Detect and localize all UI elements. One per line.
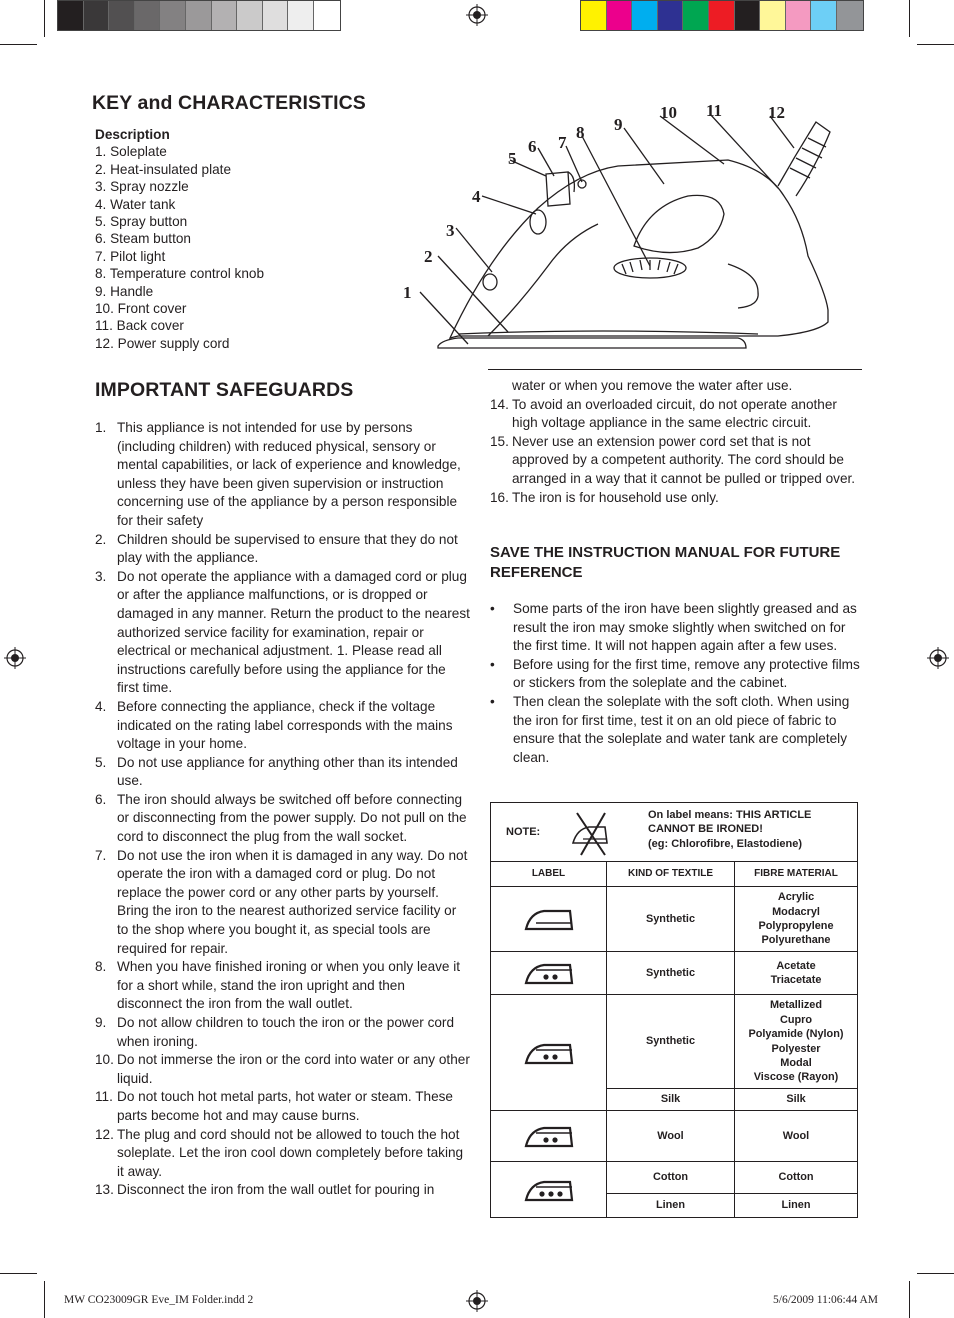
description-list <box>95 126 264 352</box>
safeguard-item <box>95 958 470 1014</box>
safeguard-item <box>95 1126 470 1182</box>
bullet-item <box>490 656 865 693</box>
registration-target-icon <box>927 647 949 669</box>
textile-cell: Synthetic <box>607 952 735 995</box>
safeguard-item <box>490 489 865 508</box>
safeguard-text: The plug and cord should not be allowed to touch the hot soleplate. Let the iron cool down completely before taking it away. <box>117 1126 464 1179</box>
safeguard-number: 13. <box>95 1182 114 1198</box>
safeguard-number: 2. <box>95 531 107 547</box>
diagram-number: 6 <box>528 137 537 156</box>
crop-mark <box>44 0 45 37</box>
table-row <box>491 1111 858 1162</box>
column-header: LABEL <box>491 862 607 887</box>
crop-mark <box>44 1281 45 1318</box>
textile-cell: Wool <box>607 1111 735 1162</box>
color-swatch <box>314 1 340 30</box>
bullet-text: Then clean the soleplate with the soft cloth. When using the iron for first time, test it on an old piece of fabric to ensure that the soleplate and water tank are completely clean. <box>513 693 850 765</box>
safeguards-title: IMPORTANT SAFEGUARDS <box>95 379 354 401</box>
table-row <box>491 1162 858 1194</box>
description-heading: Description <box>95 127 170 142</box>
safeguard-item <box>95 531 470 568</box>
fibre-cell: Silk <box>735 1089 858 1111</box>
safeguard-number: 7. <box>95 847 107 863</box>
fibre-name: Metallized <box>769 999 823 1012</box>
description-item: 3. Spray nozzle <box>95 179 189 195</box>
iron-symbol-icon <box>522 903 576 935</box>
color-swatch <box>709 1 735 30</box>
safeguard-item <box>490 377 865 396</box>
fibre-cell <box>735 995 858 1089</box>
safeguard-text: Disconnect the iron from the wall outlet for pouring in <box>117 1182 435 1198</box>
description-items <box>95 143 264 352</box>
label-cell <box>491 887 607 952</box>
safeguard-text: Do not operate the appliance with a damaged cord or plug or after the appliance malfunctions, or is dropped or damaged in any manner. Return the product to the nearest authorized service facility for examination, repair or electrical or mechanical adjustment. 1. Please read all instructions carefully before using the appliance for the first time. <box>117 568 470 696</box>
description-item: 6. Steam button <box>95 231 191 247</box>
safeguard-text: To avoid an overloaded circuit, do not operate another high voltage appliance in the same electric circuit. <box>512 396 837 431</box>
bullet-item <box>490 693 865 767</box>
safeguard-item <box>95 791 470 847</box>
safeguard-number: 8. <box>95 959 107 975</box>
safeguard-text: water or when you remove the water after use. <box>512 378 793 393</box>
diagram-number: 1 <box>403 283 412 302</box>
fibre-name: Polyester <box>771 1042 821 1055</box>
diagram-number: 10 <box>660 103 677 122</box>
color-swatch <box>632 1 658 30</box>
save-manual-heading: SAVE THE INSTRUCTION MANUAL FOR FUTURE REFERENCE <box>490 544 841 581</box>
description-item: 5. Spray button <box>95 214 188 230</box>
diagram-number: 3 <box>446 221 455 240</box>
fibre-name: Polypropylene <box>758 920 834 932</box>
registration-target-icon <box>4 647 26 669</box>
diagram-number: 5 <box>508 149 517 168</box>
fibre-name: Viscose (Rayon) <box>753 1071 839 1084</box>
fibre-cell: Wool <box>735 1111 858 1162</box>
bullet-text: Before using for the first time, remove any protective films or stickers from the soleplate and the cabinet. <box>513 656 860 691</box>
safeguard-text: The iron should always be switched off before connecting or disconnecting from the power supply. Do not pull on the cord to disconnect the plug from the wall socket. <box>117 791 467 845</box>
safeguards-list-continued <box>490 377 865 507</box>
registration-target-icon <box>466 1290 488 1312</box>
crop-mark <box>909 1281 910 1318</box>
color-swatch <box>658 1 684 30</box>
iron-two-dot-icon <box>522 957 576 989</box>
footer-timestamp: 5/6/2009 11:06:44 AM <box>773 1294 878 1306</box>
safeguard-number: 9. <box>95 1015 107 1030</box>
note-text: On label means: THIS ARTICLE <box>648 809 812 821</box>
table-row <box>491 952 858 995</box>
diagram-number: 4 <box>472 187 481 206</box>
fibre-cell <box>735 952 858 995</box>
safeguard-number: 12. <box>95 1126 114 1142</box>
bullet-item <box>490 600 865 656</box>
iron-two-dot-icon <box>522 1037 576 1069</box>
safeguard-number: 16. <box>490 489 509 505</box>
diagram-number: 7 <box>558 133 567 152</box>
description-item: 11. Back cover <box>95 318 184 334</box>
description-item: 1. Soleplate <box>95 144 167 160</box>
crop-mark <box>909 0 910 37</box>
safeguard-text: Before connecting the appliance, check if the voltage indicated on the rating label corresponds with the mains voltage in your home. <box>117 698 453 752</box>
no-iron-icon <box>567 809 615 857</box>
safeguard-number: 6. <box>95 791 107 807</box>
fabric-table <box>490 802 858 1218</box>
safeguard-item <box>95 698 470 754</box>
textile-cell: Synthetic <box>607 887 735 952</box>
safeguard-item <box>95 1181 470 1200</box>
diagram-number: 12 <box>768 103 785 122</box>
crop-mark <box>917 44 954 45</box>
color-swatch <box>186 1 212 30</box>
label-cell <box>491 1111 607 1162</box>
safeguard-text: The iron is for household use only. <box>512 489 719 505</box>
safeguard-number: 4. <box>95 698 107 714</box>
diagram-number: 8 <box>576 123 585 142</box>
safeguard-item <box>95 419 470 531</box>
color-swatch <box>58 1 84 30</box>
description-item: 4. Water tank <box>95 196 176 212</box>
fibre-name: Modacryl <box>772 905 820 918</box>
label-cell <box>491 1162 607 1218</box>
safeguard-text: Do not use appliance for anything other than its intended use. <box>117 754 458 789</box>
safeguard-text: Never use an extension power cord set that is not approved by a competent authority. The cord should be arranged in a way that it cannot be pulled or tripped over. <box>512 433 856 486</box>
color-swatch <box>760 1 786 30</box>
safeguard-text: Do not touch hot metal parts, hot water or steam. These parts become hot and may cause burns. <box>117 1089 453 1123</box>
textile-cell: Silk <box>607 1089 735 1111</box>
color-swatch <box>735 1 761 30</box>
color-swatch <box>581 1 607 30</box>
column-header: FIBRE MATERIAL <box>735 862 858 887</box>
first-use-bullets <box>490 600 865 767</box>
table-row <box>491 887 858 952</box>
color-swatch <box>607 1 633 30</box>
fibre-cell <box>735 887 858 952</box>
fibre-name: Acrylic <box>777 891 815 904</box>
bullet-dot-icon: • <box>490 656 495 672</box>
color-registration-bar <box>580 0 864 31</box>
color-swatch <box>683 1 709 30</box>
safeguard-item <box>490 396 865 433</box>
color-swatch <box>212 1 238 30</box>
safeguard-number: 14. <box>490 396 509 412</box>
safeguard-number: 3. <box>95 568 107 584</box>
safeguard-text: Children should be supervised to ensure that they do not play with the appliance. <box>117 531 458 566</box>
safeguard-text: Do not use the iron when it is damaged in any way. Do not operate the iron with a damaged cord or plug. Do not replace the power cord or any other parts by yourself. Bring the iron to the nearest authorized service facility or to the shop where you bought it, as special tools are required for repair. <box>117 847 468 956</box>
crop-mark <box>917 1273 954 1274</box>
textile-cell: Synthetic <box>607 995 735 1089</box>
fibre-name: Acetate <box>776 959 816 972</box>
fibre-name: Polyamide (Nylon) <box>748 1028 844 1041</box>
diagram-number: 11 <box>706 101 723 120</box>
diagram-number: 9 <box>614 115 623 134</box>
iron-three-dot-icon <box>522 1174 576 1206</box>
safeguard-text: Do not allow children to touch the iron or the power cord when ironing. <box>117 1015 455 1049</box>
safeguard-number: 5. <box>95 754 107 770</box>
note-cell <box>491 803 858 862</box>
color-swatch <box>160 1 186 30</box>
note-text: (eg: Chlorofibre, Elastodiene) <box>648 837 803 850</box>
safeguard-text: Do not immerse the iron or the cord into water or any other liquid. <box>117 1052 470 1086</box>
textile-cell: Linen <box>607 1194 735 1218</box>
color-swatch <box>109 1 135 30</box>
safeguard-number: 10. <box>95 1052 114 1068</box>
safeguard-text: This appliance is not intended for use by persons (including children) with reduced physical, sensory or mental capabilities, or lack of experience and knowledge, unless they have been given supervision or instruction concerning use of the appliance by a person responsible for their safety <box>117 420 461 528</box>
safeguard-item <box>95 1014 470 1051</box>
color-swatch <box>288 1 314 30</box>
safeguard-item <box>95 847 470 959</box>
fibre-cell: Cotton <box>735 1162 858 1194</box>
color-swatch <box>84 1 110 30</box>
bullet-dot-icon: • <box>490 601 495 616</box>
description-item: 10. Front cover <box>95 301 187 317</box>
safeguard-item <box>95 1088 470 1125</box>
safeguard-item <box>490 433 865 489</box>
bullet-dot-icon: • <box>490 693 495 709</box>
fibre-name: Polyurethane <box>761 934 831 947</box>
color-swatch <box>135 1 161 30</box>
safeguards-list <box>95 419 470 1200</box>
color-swatch <box>837 1 863 30</box>
safeguard-text: When you have finished ironing or when you only leave it for a short while, stand the iron upright and then disconnect the iron from the wall outlet. <box>117 959 461 1012</box>
description-item: 2. Heat-insulated plate <box>95 161 232 177</box>
table-row <box>491 995 858 1089</box>
crop-mark <box>0 44 37 45</box>
label-cell <box>491 995 607 1111</box>
color-swatch <box>811 1 837 30</box>
note-label: NOTE: <box>506 826 541 838</box>
safeguard-item <box>95 568 470 698</box>
iron-diagram <box>398 96 838 361</box>
fibre-cell: Linen <box>735 1194 858 1218</box>
description-item: 12. Power supply cord <box>95 335 230 351</box>
safeguard-number: 1. <box>95 420 107 435</box>
key-title: KEY and CHARACTERISTICS <box>92 92 366 114</box>
fibre-name: Modal <box>780 1056 812 1069</box>
color-swatch <box>237 1 263 30</box>
section-divider <box>488 369 862 370</box>
column-header: KIND OF TEXTILE <box>607 862 735 887</box>
table-header-row <box>491 862 858 887</box>
iron-two-dot-icon <box>522 1120 576 1152</box>
fibre-name: Triacetate <box>770 974 822 986</box>
fibre-name: Cupro <box>779 1013 813 1026</box>
note-text: CANNOT BE IRONED! <box>648 823 763 836</box>
color-swatch <box>786 1 812 30</box>
safeguard-number: 15. <box>490 433 509 449</box>
gray-registration-bar <box>57 0 341 31</box>
registration-target-icon <box>466 4 488 26</box>
safeguard-number: 11. <box>95 1089 113 1105</box>
diagram-number: 2 <box>424 247 433 266</box>
footer-filename: MW CO23009GR Eve_IM Folder.indd 2 <box>64 1294 254 1306</box>
label-cell <box>491 952 607 995</box>
description-item: 7. Pilot light <box>95 248 166 264</box>
color-swatch <box>263 1 289 30</box>
safeguard-item <box>95 1051 470 1088</box>
textile-cell: Cotton <box>607 1162 735 1194</box>
bullet-text: Some parts of the iron have been slightly greased and as result the iron may smoke slightly when switched on for the first time. It will not happen again after a few uses. <box>513 601 857 654</box>
safeguard-item <box>95 754 470 791</box>
crop-mark <box>0 1273 37 1274</box>
description-item: 8. Temperature control knob <box>95 266 265 282</box>
description-item: 9. Handle <box>95 283 154 299</box>
